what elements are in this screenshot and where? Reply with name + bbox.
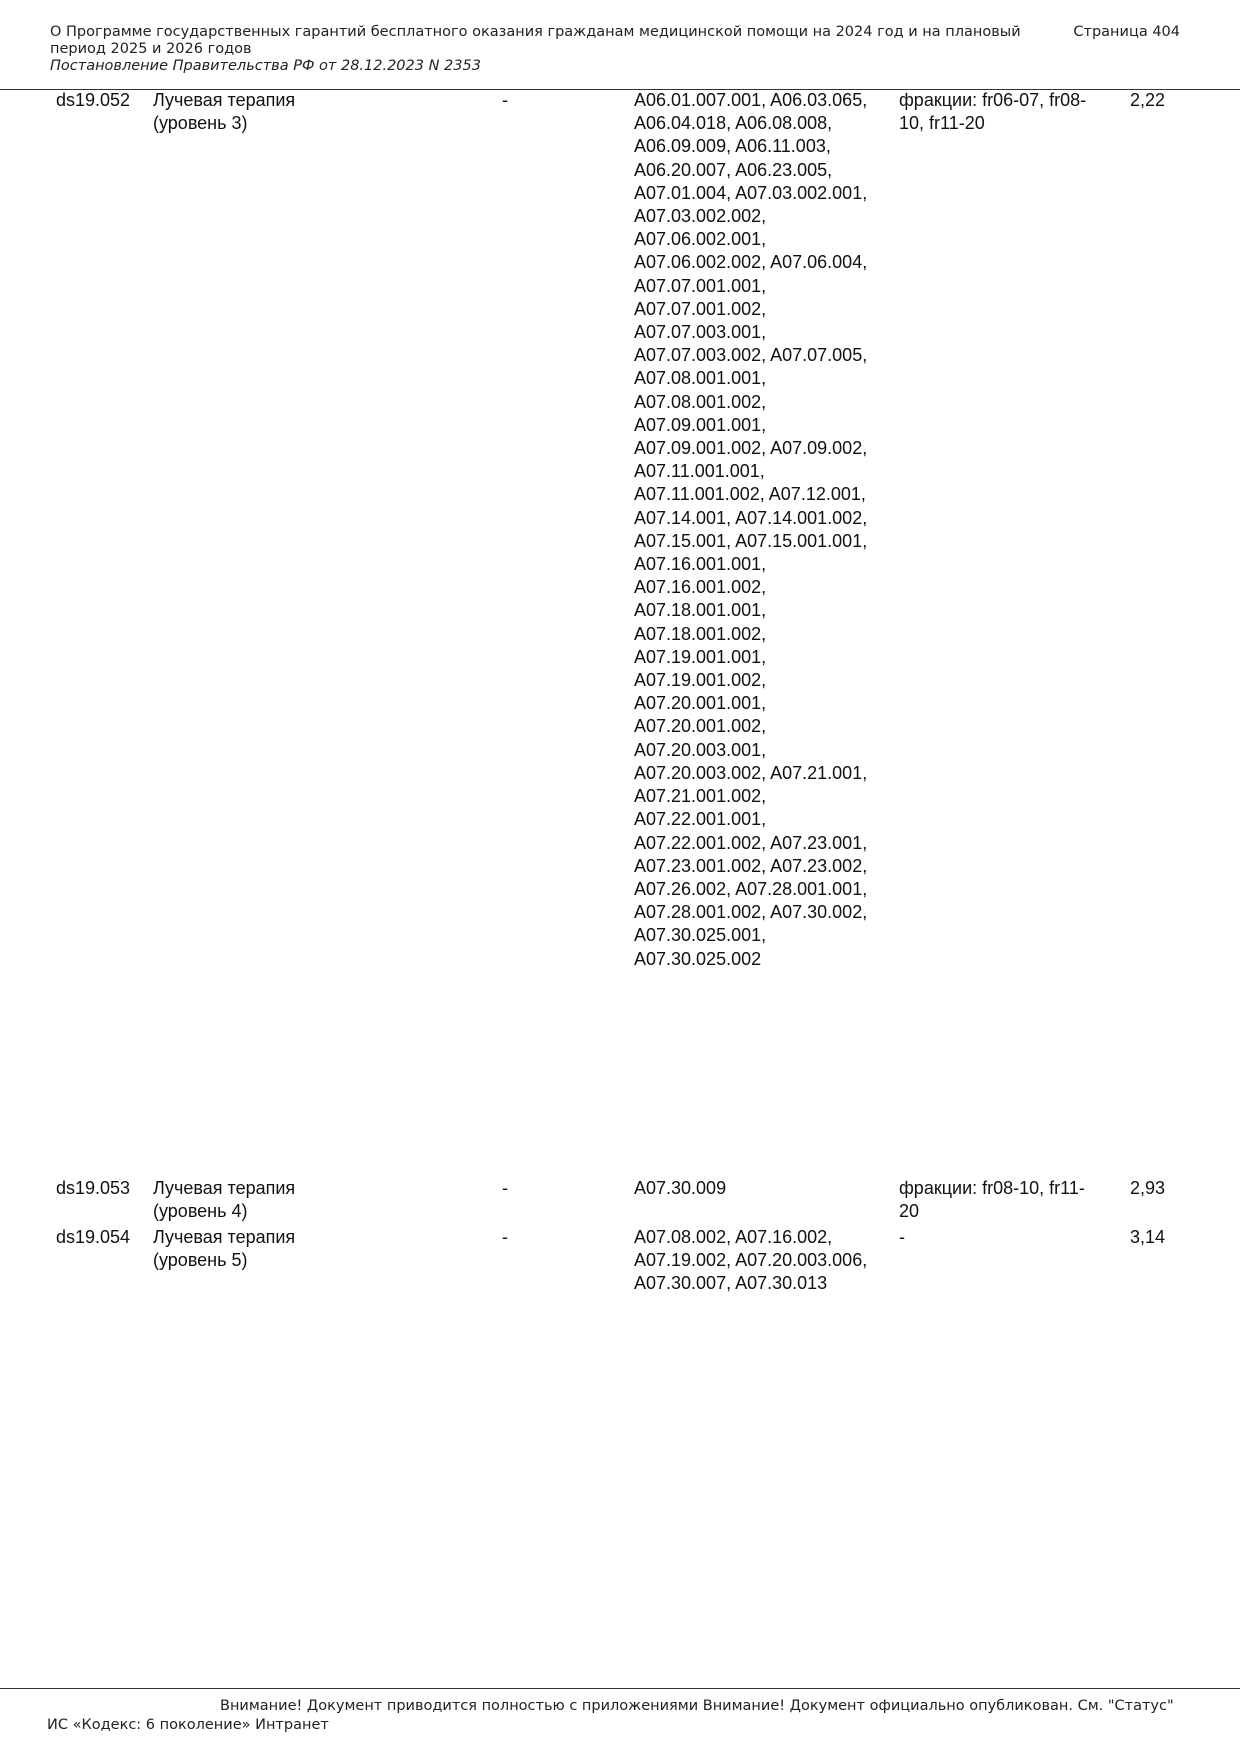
document-title: О Программе государственных гарантий бесплатного оказания гражданам медицинской помощи на 2024 год и на плановый период 2025 и 2026 годов	[50, 24, 1021, 57]
row-name: Лучевая терапия (уровень 5)	[153, 1227, 296, 1271]
footer-warning: Внимание! Документ приводится полностью с приложениями Внимание! Документ официально опубликован. См. "Статус"	[220, 1698, 1174, 1714]
row-additional-criteria: фракции: fr06-07, fr08- 10, fr11-20	[899, 90, 1087, 134]
row-code: ds19.053	[56, 1178, 131, 1198]
row-code: ds19.054	[56, 1227, 131, 1247]
row-code: ds19.052	[56, 90, 131, 110]
row-name: Лучевая терапия (уровень 3)	[153, 90, 296, 134]
row-coefficient: 3,14	[1130, 1227, 1166, 1247]
table-row	[0, 89, 1240, 1177]
row-name: Лучевая терапия (уровень 4)	[153, 1178, 296, 1222]
row-additional-criteria: -	[899, 1227, 905, 1247]
row-additional-criteria: фракции: fr08-10, fr11- 20	[899, 1178, 1085, 1222]
row-service-codes: A07.08.002, A07.16.002, A07.19.002, A07.20.003.006, A07.30.007, A07.30.013	[634, 1227, 868, 1294]
document-subtitle: Постановление Правительства РФ от 28.12.2023 N 2353	[50, 58, 481, 74]
footer-system-name: ИС «Кодекс: 6 поколение» Интранет	[47, 1717, 329, 1733]
page-number: Страница 404	[1073, 24, 1180, 40]
row-diagnosis: -	[502, 1178, 508, 1198]
row-service-codes: A07.30.009	[634, 1178, 727, 1198]
document-header	[50, 24, 1180, 75]
table-row	[0, 1177, 1240, 1226]
row-coefficient: 2,22	[1130, 90, 1166, 110]
row-diagnosis: -	[502, 1227, 508, 1247]
row-service-codes: A06.01.007.001, A06.03.065, A06.04.018, A06.08.008, A06.09.009, A06.11.003, A06.20.007, A06.23.005, A07.01.004, A07.03.002.001, A07.03.002.002, A07.06.002.001, A07.06.002.002, A07.06.004, A07.07.001.001, A07.07.001.002, A07.07.003.001, A07.07.003.002, A07.07.005, A07.08.001.001, A07.08.001.002, A07.09.001.001, A07.09.001.002, A07.09.002, A07.11.001.001, A07.11.001.002, A07.12.001, A07.14.001, A07.14.001.002, A07.15.001, A07.15.001.001, A07.16.001.001, A07.16.001.002, A07.18.001.001, A07.18.001.002, A07.19.001.001, A07.19.001.002, A07.20.001.001, A07.20.001.002, A07.20.003.001, A07.20.003.002, A07.21.001, A07.21.001.002, A07.22.001.001, A07.22.001.002, A07.23.001, A07.23.001.002, A07.23.002, A07.26.002, A07.28.001.001, A07.28.001.002, A07.30.002, A07.30.025.001, A07.30.025.002	[634, 90, 868, 969]
row-diagnosis: -	[502, 90, 508, 110]
row-coefficient: 2,93	[1130, 1178, 1166, 1198]
tariff-table	[0, 89, 1240, 1306]
table-row	[0, 1226, 1240, 1306]
footer-divider	[0, 1688, 1240, 1689]
